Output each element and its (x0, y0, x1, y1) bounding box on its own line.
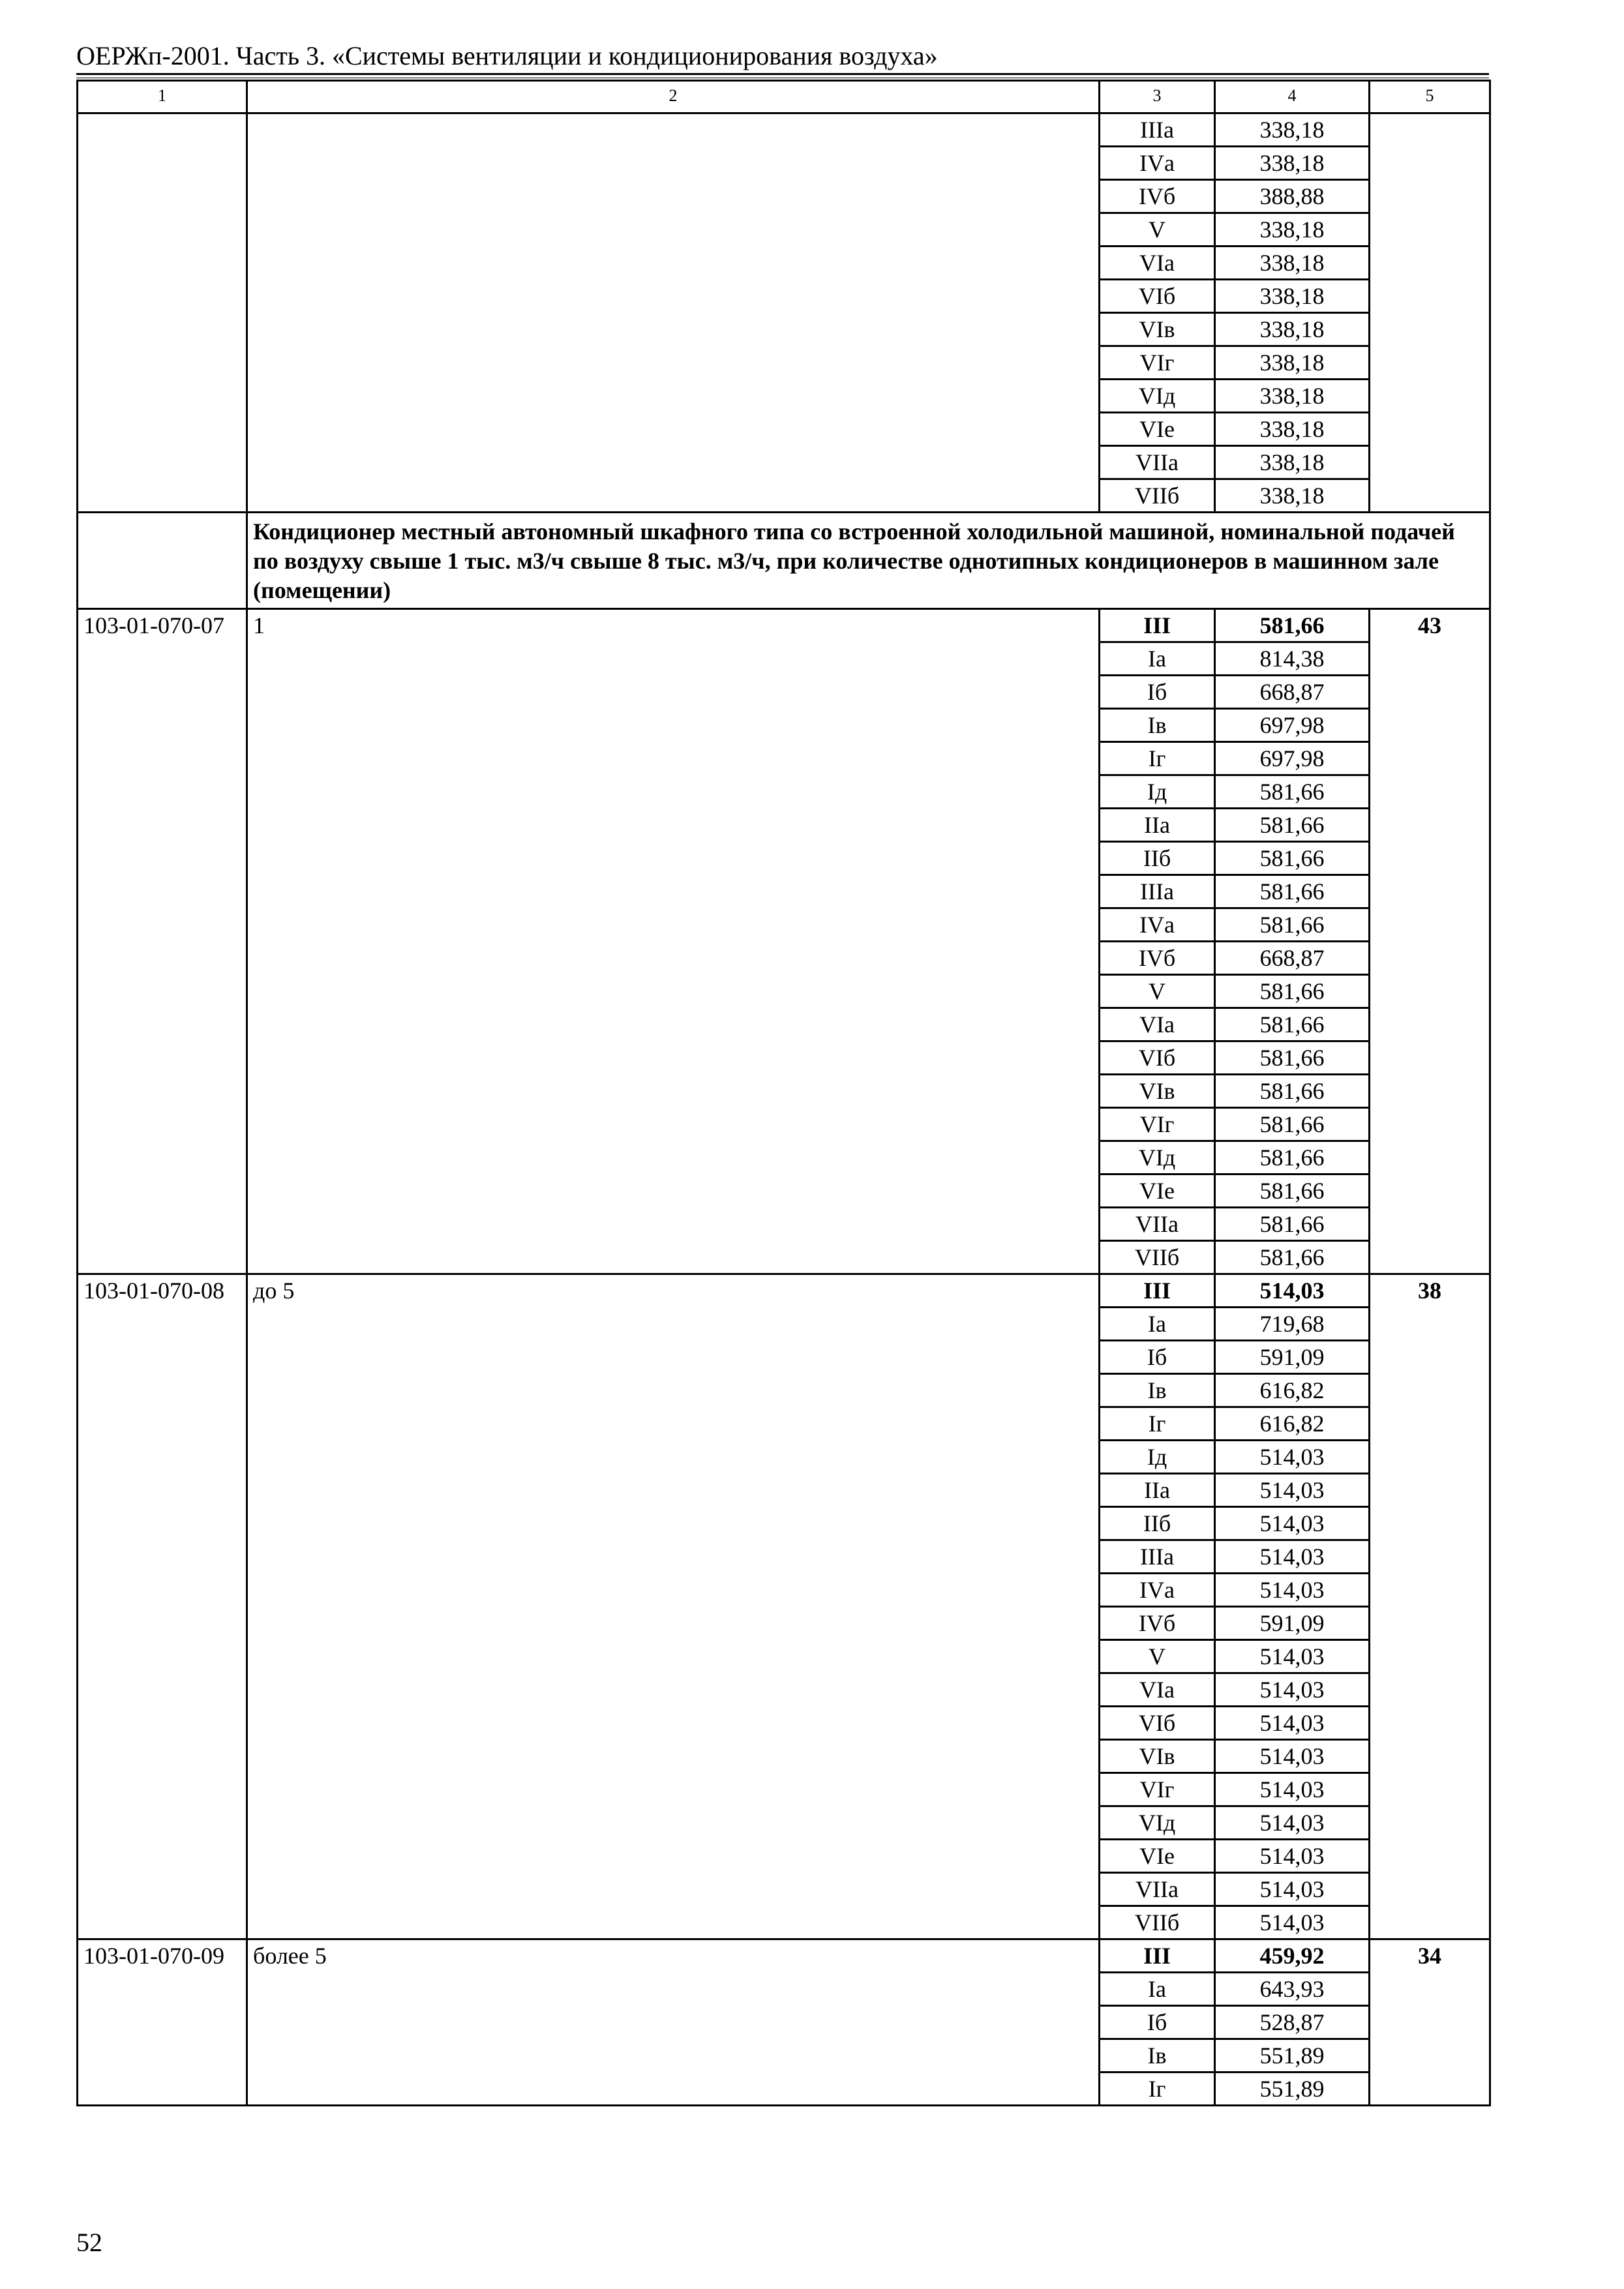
zone-cell: Iв (1100, 1374, 1215, 1407)
item-code: 103-01-070-09 (78, 1939, 247, 2106)
price-cell: 514,03 (1215, 1441, 1370, 1474)
zone-cell: VIб (1100, 280, 1215, 313)
header-rule (76, 73, 1489, 75)
table-row (78, 1939, 1490, 1973)
price-cell: 814,38 (1215, 642, 1370, 676)
zone-cell: Iа (1100, 1973, 1215, 2006)
item-code: 103-01-070-07 (78, 609, 247, 1274)
zone-cell: V (1100, 975, 1215, 1008)
table-row (78, 609, 1490, 642)
zone-cell: IIб (1100, 1507, 1215, 1540)
price-cell: 459,92 (1215, 1939, 1370, 1973)
price-cell: 581,66 (1215, 1208, 1370, 1241)
zone-cell: VIг (1100, 1773, 1215, 1806)
price-cell: 581,66 (1215, 975, 1370, 1008)
price-cell: 338,18 (1215, 113, 1370, 147)
price-cell: 338,18 (1215, 346, 1370, 380)
column-number: 3 (1100, 81, 1215, 113)
zone-cell: VIд (1100, 1806, 1215, 1840)
price-cell: 514,03 (1215, 1707, 1370, 1740)
price-cell: 338,18 (1215, 413, 1370, 446)
item-name: более 5 (247, 1939, 1100, 2106)
zone-cell: VIе (1100, 413, 1215, 446)
zone-cell: VIIб (1100, 1241, 1215, 1274)
extra-cell (1370, 113, 1490, 513)
price-cell: 514,03 (1215, 1806, 1370, 1840)
price-cell: 581,66 (1215, 1008, 1370, 1041)
item-name: 1 (247, 609, 1100, 1274)
price-cell: 581,66 (1215, 1241, 1370, 1274)
zone-cell: VIд (1100, 380, 1215, 413)
price-cell: 514,03 (1215, 1906, 1370, 1939)
price-cell: 719,68 (1215, 1308, 1370, 1341)
zone-cell: IVа (1100, 1574, 1215, 1607)
price-cell: 338,18 (1215, 479, 1370, 513)
price-cell: 581,66 (1215, 609, 1370, 642)
price-cell: 338,18 (1215, 280, 1370, 313)
price-cell: 338,18 (1215, 313, 1370, 346)
zone-cell: Iб (1100, 2006, 1215, 2039)
price-cell: 581,66 (1215, 1174, 1370, 1208)
zone-cell: Iд (1100, 1441, 1215, 1474)
price-cell: 514,03 (1215, 1274, 1370, 1308)
price-cell: 338,18 (1215, 213, 1370, 247)
zone-cell: IIб (1100, 842, 1215, 875)
price-cell: 591,09 (1215, 1607, 1370, 1640)
item-col5: 38 (1370, 1274, 1490, 1939)
zone-cell: VIв (1100, 313, 1215, 346)
zone-cell: VIIа (1100, 1873, 1215, 1906)
zone-cell: VIд (1100, 1141, 1215, 1174)
price-cell: 581,66 (1215, 1075, 1370, 1108)
price-cell: 338,18 (1215, 147, 1370, 180)
zone-cell: VIе (1100, 1840, 1215, 1873)
zone-cell: IVб (1100, 1607, 1215, 1640)
zone-cell: V (1100, 213, 1215, 247)
column-number: 1 (78, 81, 247, 113)
price-cell: 514,03 (1215, 1840, 1370, 1873)
price-cell: 668,87 (1215, 676, 1370, 709)
zone-cell: IIIа (1100, 113, 1215, 147)
zone-cell: VIIа (1100, 446, 1215, 479)
price-cell: 338,18 (1215, 247, 1370, 280)
price-cell: 514,03 (1215, 1540, 1370, 1574)
zone-cell: Iв (1100, 709, 1215, 742)
price-cell: 388,88 (1215, 180, 1370, 213)
price-cell: 591,09 (1215, 1341, 1370, 1374)
code-cell (78, 113, 247, 513)
zone-cell: III (1100, 609, 1215, 642)
price-cell: 514,03 (1215, 1507, 1370, 1540)
price-cell: 581,66 (1215, 809, 1370, 842)
name-cell (247, 113, 1100, 513)
price-cell: 514,03 (1215, 1574, 1370, 1607)
zone-cell: VIг (1100, 1108, 1215, 1141)
zone-cell: VIа (1100, 1673, 1215, 1707)
price-cell: 514,03 (1215, 1640, 1370, 1673)
zone-cell: Iа (1100, 642, 1215, 676)
zone-cell: IIIа (1100, 1540, 1215, 1574)
zone-cell: VIе (1100, 1174, 1215, 1208)
price-cell: 551,89 (1215, 2072, 1370, 2106)
price-cell: 581,66 (1215, 775, 1370, 809)
rates-table (76, 80, 1491, 2106)
price-cell: 643,93 (1215, 1973, 1370, 2006)
zone-cell: V (1100, 1640, 1215, 1673)
zone-cell: VIа (1100, 247, 1215, 280)
item-name: до 5 (247, 1274, 1100, 1939)
section-title-row (78, 513, 1490, 609)
column-number: 2 (247, 81, 1100, 113)
item-code: 103-01-070-08 (78, 1274, 247, 1939)
item-col5: 43 (1370, 609, 1490, 1274)
price-cell: 668,87 (1215, 942, 1370, 975)
column-number: 5 (1370, 81, 1490, 113)
price-cell: 581,66 (1215, 1041, 1370, 1075)
zone-cell: IVб (1100, 942, 1215, 975)
section-code-cell (78, 513, 247, 609)
zone-cell: IVб (1100, 180, 1215, 213)
zone-cell: VIIа (1100, 1208, 1215, 1241)
price-cell: 616,82 (1215, 1374, 1370, 1407)
price-cell: 338,18 (1215, 446, 1370, 479)
price-cell: 581,66 (1215, 842, 1370, 875)
zone-cell: Iб (1100, 676, 1215, 709)
zone-cell: Iг (1100, 2072, 1215, 2106)
price-cell: 338,18 (1215, 380, 1370, 413)
zone-cell: IIа (1100, 809, 1215, 842)
price-cell: 581,66 (1215, 908, 1370, 942)
price-cell: 551,89 (1215, 2039, 1370, 2072)
page-number: 52 (76, 2228, 102, 2257)
price-cell: 514,03 (1215, 1474, 1370, 1507)
zone-cell: VIIб (1100, 479, 1215, 513)
zone-cell: Iг (1100, 1407, 1215, 1441)
zone-cell: Iб (1100, 1341, 1215, 1374)
table-row (78, 113, 1490, 147)
zone-cell: VIг (1100, 346, 1215, 380)
zone-cell: IVа (1100, 908, 1215, 942)
zone-cell: VIа (1100, 1008, 1215, 1041)
price-cell: 528,87 (1215, 2006, 1370, 2039)
column-number-row (78, 81, 1490, 113)
price-cell: 514,03 (1215, 1873, 1370, 1906)
zone-cell: Iд (1100, 775, 1215, 809)
zone-cell: Iа (1100, 1308, 1215, 1341)
price-cell: 616,82 (1215, 1407, 1370, 1441)
section-title: Кондиционер местный автономный шкафного типа со встроенной холодильной машиной, номинальной подачей по воздуху свыше 1 тыс. м3/ч свыше 8 тыс. м3/ч, при количестве однотипных кондиционеров в машинном зале (помещении) (247, 513, 1490, 609)
price-cell: 514,03 (1215, 1740, 1370, 1773)
price-cell: 581,66 (1215, 1108, 1370, 1141)
zone-cell: Iв (1100, 2039, 1215, 2072)
zone-cell: Iг (1100, 742, 1215, 775)
column-number: 4 (1215, 81, 1370, 113)
zone-cell: IIIа (1100, 875, 1215, 908)
price-cell: 514,03 (1215, 1673, 1370, 1707)
item-col5: 34 (1370, 1939, 1490, 2106)
zone-cell: VIб (1100, 1707, 1215, 1740)
zone-cell: VIв (1100, 1740, 1215, 1773)
zone-cell: III (1100, 1939, 1215, 1973)
price-cell: 581,66 (1215, 875, 1370, 908)
zone-cell: VIIб (1100, 1906, 1215, 1939)
zone-cell: VIб (1100, 1041, 1215, 1075)
price-cell: 697,98 (1215, 742, 1370, 775)
page-header-title: ОЕРЖп-2001. Часть 3. «Системы вентиляции и кондиционирования воздуха» (76, 41, 938, 70)
zone-cell: IVа (1100, 147, 1215, 180)
table-row (78, 1274, 1490, 1308)
zone-cell: III (1100, 1274, 1215, 1308)
zone-cell: VIв (1100, 1075, 1215, 1108)
zone-cell: IIа (1100, 1474, 1215, 1507)
price-cell: 581,66 (1215, 1141, 1370, 1174)
price-cell: 514,03 (1215, 1773, 1370, 1806)
price-cell: 697,98 (1215, 709, 1370, 742)
